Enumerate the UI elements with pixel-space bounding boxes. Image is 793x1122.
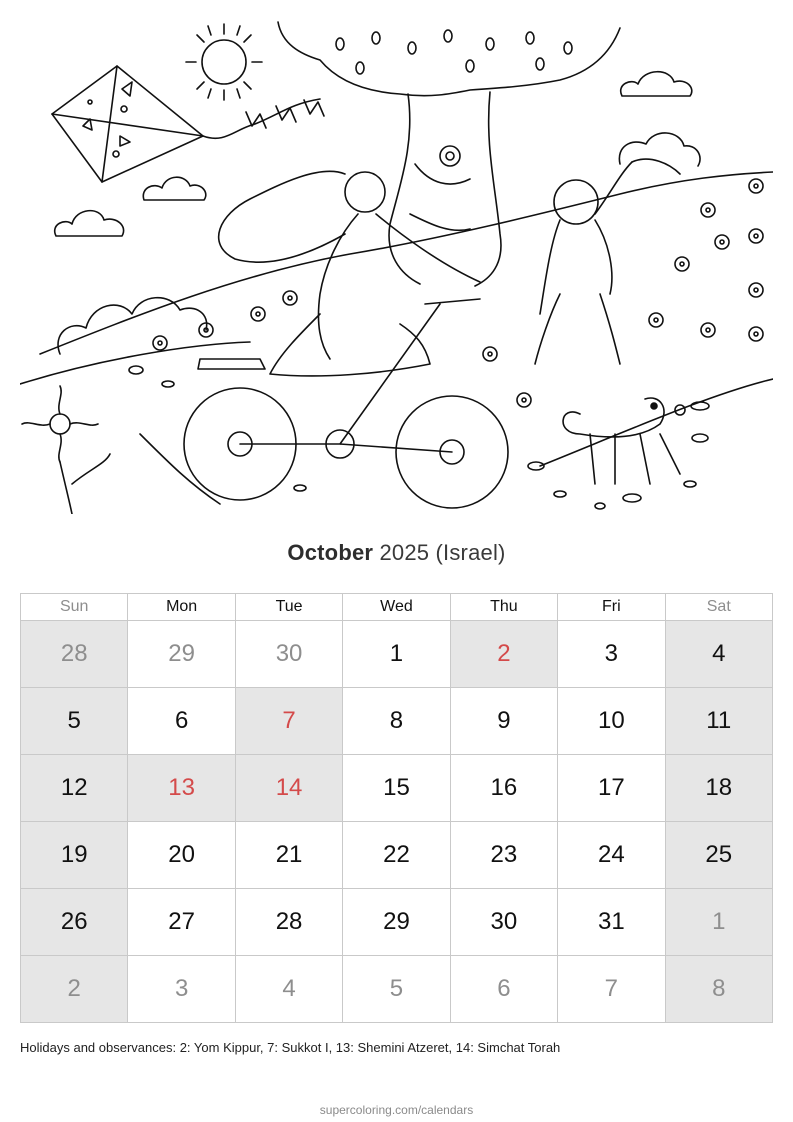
day-cell: 13: [128, 755, 235, 822]
day-cell: 28: [235, 889, 342, 956]
day-cell: 20: [128, 822, 235, 889]
day-cell: 4: [235, 956, 342, 1023]
day-cell: 14: [235, 755, 342, 822]
holidays-list: Holidays and observances: 2: Yom Kippur, 7: Sukkot I, 13: Shemini Atzeret, 14: Simchat Torah: [20, 1040, 561, 1055]
day-cell: 8: [665, 956, 772, 1023]
day-cell: 11: [665, 688, 772, 755]
day-cell: 24: [558, 822, 665, 889]
day-cell: 18: [665, 755, 772, 822]
weekday-header: Mon: [128, 594, 235, 621]
day-cell: 6: [450, 956, 557, 1023]
tree-drawing: [278, 22, 620, 286]
boy-drawing: [535, 159, 680, 364]
dog-drawing: [563, 398, 685, 484]
day-cell: 6: [128, 688, 235, 755]
weekday-header: Thu: [450, 594, 557, 621]
week-row: [21, 688, 773, 755]
coloring-illustration: [20, 14, 773, 514]
bush-drawing: [58, 298, 207, 354]
day-cell: 27: [128, 889, 235, 956]
day-cell: 17: [558, 755, 665, 822]
daisy-drawing: [22, 386, 110, 514]
day-cell: 5: [343, 956, 450, 1023]
day-cell: 1: [665, 889, 772, 956]
day-cell: 22: [343, 822, 450, 889]
day-cell: 2: [21, 956, 128, 1023]
footer-link[interactable]: supercoloring.com/calendars: [319, 1103, 474, 1117]
day-cell: 3: [558, 621, 665, 688]
small-flowers-drawing: [153, 179, 763, 407]
day-cell: 23: [450, 822, 557, 889]
weekday-header: Fri: [558, 594, 665, 621]
sun-drawing: [186, 24, 262, 100]
day-cell: 25: [665, 822, 772, 889]
day-cell: 4: [665, 621, 772, 688]
day-cell: 5: [21, 688, 128, 755]
day-cell: 29: [343, 889, 450, 956]
day-cell: 19: [21, 822, 128, 889]
cloud-drawing: [55, 211, 124, 236]
title-month: October: [287, 540, 374, 565]
day-cell: 3: [128, 956, 235, 1023]
day-cell: 10: [558, 688, 665, 755]
day-cell: 26: [21, 889, 128, 956]
day-cell: 9: [450, 688, 557, 755]
weekday-header: Tue: [235, 594, 342, 621]
girl-on-bike-drawing: [184, 171, 508, 508]
day-cell: 21: [235, 822, 342, 889]
day-cell: 1: [343, 621, 450, 688]
day-cell: 8: [343, 688, 450, 755]
day-cell: 2: [450, 621, 557, 688]
stones-drawing: [129, 366, 709, 509]
week-row: [21, 889, 773, 956]
day-cell: 30: [450, 889, 557, 956]
weekday-header-row: [21, 594, 773, 621]
calendar-title: [0, 540, 793, 566]
day-cell: 16: [450, 755, 557, 822]
day-cell: 7: [558, 956, 665, 1023]
day-cell: 7: [235, 688, 342, 755]
week-row: [21, 822, 773, 889]
cloud-drawing: [621, 72, 692, 96]
day-cell: 28: [21, 621, 128, 688]
week-row: [21, 621, 773, 688]
day-cell: 30: [235, 621, 342, 688]
kite-drawing: [52, 66, 324, 182]
day-cell: 29: [128, 621, 235, 688]
week-row: [21, 956, 773, 1023]
weekday-header: Sat: [665, 594, 772, 621]
cloud-drawing: [143, 177, 206, 200]
month-grid: [20, 593, 773, 1023]
day-cell: 15: [343, 755, 450, 822]
week-row: [21, 755, 773, 822]
title-year-country: 2025 (Israel): [379, 540, 506, 565]
weekday-header: Wed: [343, 594, 450, 621]
day-cell: 12: [21, 755, 128, 822]
weekday-header: Sun: [21, 594, 128, 621]
day-cell: 31: [558, 889, 665, 956]
